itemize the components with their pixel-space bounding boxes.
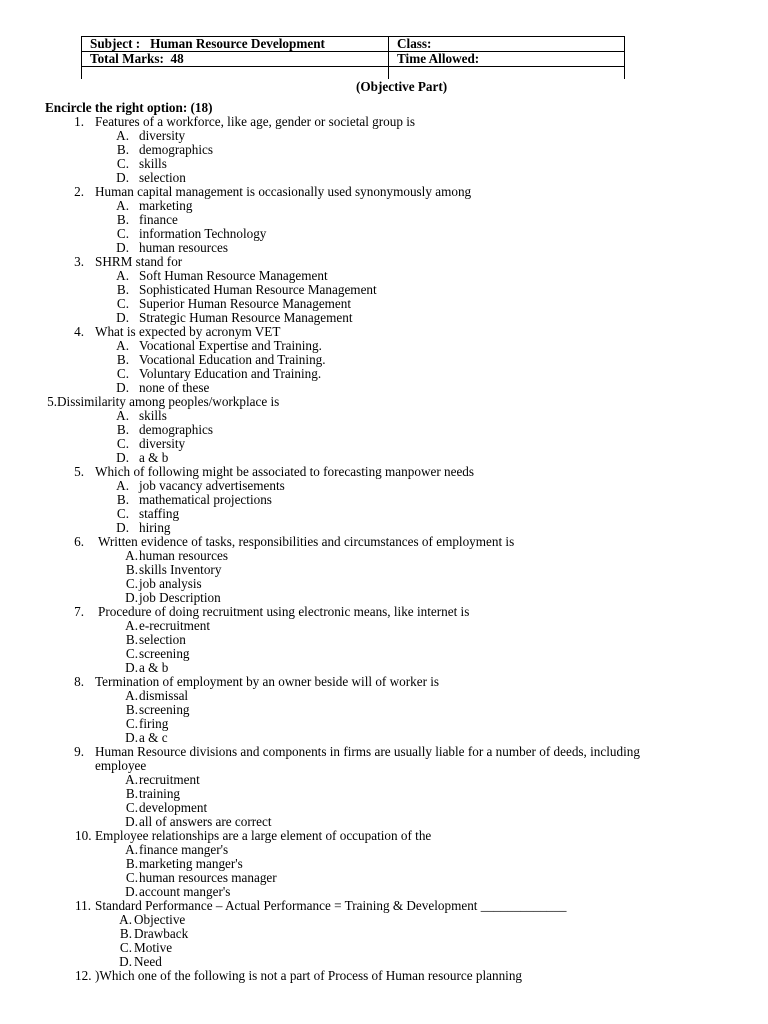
question-number: 3. (74, 254, 84, 269)
option-text: a & b (139, 450, 169, 465)
option-text: Vocational Expertise and Training. (139, 338, 322, 353)
option-text: firing (139, 716, 169, 731)
question-number: 11. (75, 898, 91, 913)
option-text: a & c (139, 730, 168, 745)
option-letter: A. (125, 842, 138, 857)
time-label: Time Allowed: (397, 51, 480, 66)
question-text: Standard Performance – Actual Performance = Training & Development _____________ (95, 898, 567, 913)
question-number: 4. (74, 324, 84, 339)
option-letter: C. (125, 716, 138, 731)
option-letter: A. (125, 688, 138, 703)
option-text: selection (139, 632, 186, 647)
option-text: Voluntary Education and Training. (139, 366, 322, 381)
question-text: Dissimilarity among peoples/workplace is (57, 394, 280, 409)
option-letter: D. (116, 170, 129, 185)
option-letter: B. (125, 856, 138, 871)
option-text: Superior Human Resource Management (139, 296, 352, 311)
option-letter: A. (125, 772, 138, 787)
section-heading: Encircle the right option: (18) (45, 100, 213, 115)
subject-cell (82, 37, 389, 52)
question-text: Which of following might be associated to forecasting manpower needs (95, 464, 475, 479)
option-text: staffing (139, 506, 180, 521)
option-text: mathematical projections (139, 492, 272, 507)
option-text: dismissal (139, 688, 189, 703)
time-cell (389, 52, 625, 67)
option-text: human resources manager (139, 870, 277, 885)
question-text: Features of a workforce, like age, gender or societal group is (95, 114, 416, 129)
option-text: diversity (139, 436, 186, 451)
option-letter: A. (116, 128, 129, 143)
option-letter: D. (125, 884, 138, 899)
option-letter: C. (125, 646, 138, 661)
option-text: Objective (134, 912, 186, 927)
option-letter: A. (116, 268, 129, 283)
option-letter: A. (119, 912, 132, 927)
total-marks-value: 48 (170, 51, 184, 66)
option-letter: C. (116, 366, 129, 381)
option-letter: D. (125, 814, 138, 829)
option-text: skills (139, 408, 167, 423)
option-letter: A. (116, 478, 129, 493)
option-text: Soft Human Resource Management (139, 268, 328, 283)
option-letter: A. (116, 338, 129, 353)
option-letter: C. (116, 226, 129, 241)
question-number: 8. (74, 674, 84, 689)
option-text: Motive (134, 940, 173, 955)
option-letter: D. (116, 450, 129, 465)
option-letter: C. (116, 156, 129, 171)
option-text: human resources (139, 548, 228, 563)
option-letter: B. (116, 422, 129, 437)
option-text: job vacancy advertisements (139, 478, 285, 493)
option-text: demographics (139, 142, 213, 157)
option-letter: B. (116, 142, 129, 157)
option-text: Need (134, 954, 162, 969)
option-text: Sophisticated Human Resource Management (139, 282, 377, 297)
option-text: all of answers are correct (139, 814, 272, 829)
option-text: selection (139, 170, 186, 185)
option-letter: D. (119, 954, 132, 969)
option-text: screening (139, 646, 190, 661)
option-text: marketing (139, 198, 193, 213)
option-letter: B. (125, 702, 138, 717)
option-text: finance (139, 212, 178, 227)
option-letter: B. (125, 786, 138, 801)
option-letter: C. (116, 296, 129, 311)
option-letter: A. (116, 198, 129, 213)
option-text: diversity (139, 128, 186, 143)
option-letter: D. (116, 520, 129, 535)
option-letter: D. (125, 730, 138, 745)
question-text: Procedure of doing recruitment using electronic means, like internet is (98, 604, 470, 619)
question-text: )Which one of the following is not a part of Process of Human resource planning (95, 968, 523, 983)
question-text: Employee relationships are a large element of occupation of the (95, 828, 432, 843)
option-letter: A. (125, 618, 138, 633)
total-marks-cell (82, 52, 389, 67)
question-number: 2. (74, 184, 84, 199)
question-number: 6. (74, 534, 84, 549)
option-letter: C. (116, 436, 129, 451)
option-text: hiring (139, 520, 171, 535)
option-letter: D. (116, 380, 129, 395)
option-text: Drawback (134, 926, 189, 941)
question-number: 1. (74, 114, 84, 129)
question-text: Human capital management is occasionally used synonymously among (95, 184, 472, 199)
option-text: job Description (139, 590, 221, 605)
option-letter: B. (116, 282, 129, 297)
class-cell (389, 37, 625, 52)
question-text: Termination of employment by an owner beside will of worker is (95, 674, 440, 689)
option-text: screening (139, 702, 190, 717)
question-text: SHRM stand for (95, 254, 183, 269)
question-number: 5. (74, 464, 84, 479)
part-title: (Objective Part) (356, 79, 448, 94)
question-number: 7. (74, 604, 84, 619)
option-letter: A. (125, 548, 138, 563)
option-letter: D. (116, 310, 129, 325)
question-text: Human Resource divisions and components in firms are usually liable for a number of deeds, including (95, 744, 640, 759)
question-number: 10. (75, 828, 92, 843)
option-letter: B. (125, 632, 138, 647)
option-text: skills (139, 156, 167, 171)
option-text: information Technology (139, 226, 267, 241)
option-text: training (139, 786, 181, 801)
option-text: marketing manger's (139, 856, 243, 871)
option-text: a & b (139, 660, 169, 675)
total-marks-label: Total Marks: (90, 51, 164, 66)
option-letter: B. (116, 492, 129, 507)
option-text: finance manger's (139, 842, 229, 857)
option-letter: D. (116, 240, 129, 255)
question-number: 5. (47, 394, 57, 409)
class-label: Class: (397, 36, 432, 51)
subject-value: Human Resource Development (150, 36, 325, 51)
question-number: 9. (74, 744, 84, 759)
option-text: skills Inventory (139, 562, 222, 577)
option-letter: C. (125, 800, 138, 815)
option-letter: B. (125, 562, 138, 577)
option-letter: B. (116, 352, 129, 367)
option-letter: C. (125, 576, 138, 591)
question-text: Written evidence of tasks, responsibilities and circumstances of employment is (98, 534, 515, 549)
option-text: job analysis (139, 576, 202, 591)
option-letter: B. (116, 212, 129, 227)
question-text: What is expected by acronym VET (95, 324, 281, 339)
option-text: account manger's (139, 884, 231, 899)
option-text: Strategic Human Resource Management (139, 310, 353, 325)
option-text: recruitment (139, 772, 200, 787)
option-letter: C. (125, 870, 138, 885)
option-text: none of these (139, 380, 210, 395)
option-letter: C. (119, 940, 132, 955)
option-text: human resources (139, 240, 228, 255)
option-text: development (139, 800, 208, 815)
question-text-continued: employee (95, 758, 147, 773)
option-text: demographics (139, 422, 213, 437)
option-letter: C. (116, 506, 129, 521)
option-text: e-recruitment (139, 618, 211, 633)
header-table (81, 36, 625, 79)
option-letter: B. (119, 926, 132, 941)
question-number: 12. (75, 968, 92, 983)
option-letter: A. (116, 408, 129, 423)
option-letter: D. (125, 590, 138, 605)
option-letter: D. (125, 660, 138, 675)
subject-label: Subject : (90, 36, 141, 51)
option-text: Vocational Education and Training. (139, 352, 326, 367)
